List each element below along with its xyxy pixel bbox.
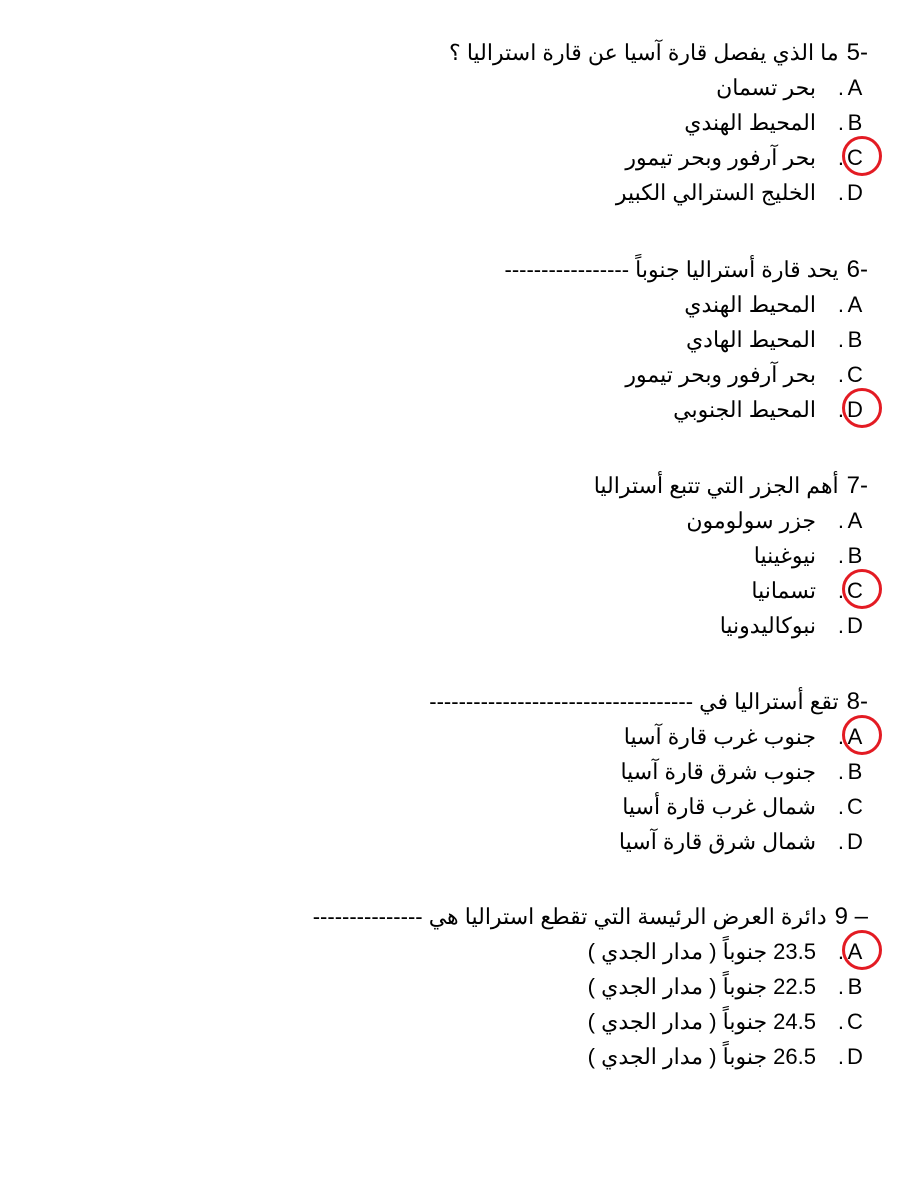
question-7: [8, 469, 868, 643]
option-letter: A: [847, 292, 863, 317]
option-letter: A: [847, 75, 863, 100]
option-marker: D .: [822, 392, 868, 427]
option-text: بحر آرفور وبحر تيمور: [625, 145, 816, 170]
option-letter: D: [847, 613, 863, 638]
option-c[interactable]: [8, 573, 868, 608]
option-text: بحر تسمان: [716, 75, 816, 100]
option-letter: D: [847, 1044, 863, 1069]
option-marker: D .: [822, 1039, 868, 1074]
option-text: تسمانيا: [751, 578, 816, 603]
option-text: الخليج السترالي الكبير: [615, 180, 816, 205]
option-letter: D: [847, 180, 863, 205]
question-6: [8, 253, 868, 427]
question-text: ما الذي يفصل قارة آسيا عن قارة استراليا ؟: [449, 40, 839, 65]
option-text: جنوب شرق قارة آسيا: [620, 759, 816, 784]
option-d[interactable]: [8, 608, 868, 643]
question-text: تقع أستراليا في ------------------------------------: [429, 689, 839, 714]
answer-circle-marker: [842, 930, 882, 970]
option-a[interactable]: [8, 287, 868, 322]
option-c[interactable]: [8, 357, 868, 392]
option-marker: B .: [822, 322, 868, 357]
option-marker: C .: [822, 573, 868, 608]
question-text: دائرة العرض الرئيسة التي تقطع استراليا هي ---------------: [312, 904, 827, 929]
option-marker: A .: [822, 719, 868, 754]
option-marker: B .: [822, 969, 868, 1004]
option-letter: A: [847, 939, 863, 964]
option-text: شمال شرق قارة آسيا: [618, 829, 816, 854]
option-b[interactable]: [8, 538, 868, 573]
question-8: [8, 685, 868, 859]
option-text: 26.5 جنوباً ( مدار الجدي ): [587, 1044, 816, 1069]
option-letter: B: [847, 974, 863, 999]
question-5: [8, 36, 868, 210]
option-letter: A: [847, 508, 863, 533]
option-b[interactable]: [8, 969, 868, 1004]
option-marker: C .: [822, 789, 868, 824]
question-text: يحد قارة أستراليا جنوباً -----------------: [504, 257, 839, 282]
option-marker: A .: [822, 70, 868, 105]
option-marker: D .: [822, 608, 868, 643]
option-b[interactable]: [8, 105, 868, 140]
question-number: 6-: [846, 256, 868, 283]
option-d[interactable]: [8, 824, 868, 859]
option-letter: B: [847, 327, 863, 352]
option-text: المحيط الهادي: [685, 327, 816, 352]
option-marker: A .: [822, 503, 868, 538]
option-a[interactable]: [8, 719, 868, 754]
answer-circle-marker: [842, 388, 882, 428]
option-b[interactable]: [8, 754, 868, 789]
question-number: 8-: [846, 688, 868, 715]
option-letter: C: [847, 1009, 863, 1034]
option-letter: B: [847, 110, 863, 135]
option-marker: A .: [822, 287, 868, 322]
option-letter: B: [847, 759, 863, 784]
question-text: أهم الجزر التي تتبع أستراليا: [593, 473, 839, 498]
option-marker: A .: [822, 934, 868, 969]
option-letter: C: [847, 145, 863, 170]
question-number: 5-: [846, 39, 868, 66]
option-letter: A: [847, 724, 863, 749]
question-number: 9 –: [834, 903, 868, 930]
option-text: 23.5 جنوباً ( مدار الجدي ): [587, 939, 816, 964]
answer-circle-marker: [842, 136, 882, 176]
option-d[interactable]: [8, 175, 868, 210]
option-text: نيوغينيا: [753, 543, 816, 568]
option-text: بحر آرفور وبحر تيمور: [625, 362, 816, 387]
option-text: المحيط الهندي: [684, 110, 816, 135]
option-marker: B .: [822, 105, 868, 140]
option-text: شمال غرب قارة أسيا: [622, 794, 816, 819]
option-text: المحيط الهندي: [684, 292, 816, 317]
option-text: نبوكاليدونيا: [719, 613, 816, 638]
answer-circle-marker: [842, 569, 882, 609]
option-a[interactable]: [8, 503, 868, 538]
question-title: [8, 253, 868, 287]
option-letter: C: [847, 794, 863, 819]
option-text: المحيط الجنوبي: [673, 397, 816, 422]
question-9: [8, 900, 868, 1074]
option-d[interactable]: [8, 1039, 868, 1074]
option-letter: C: [847, 578, 863, 603]
option-marker: D .: [822, 824, 868, 859]
option-marker: B .: [822, 754, 868, 789]
option-text: جنوب غرب قارة آسيا: [623, 724, 816, 749]
option-b[interactable]: [8, 322, 868, 357]
option-text: 24.5 جنوباً ( مدار الجدي ): [587, 1009, 816, 1034]
option-marker: C .: [822, 357, 868, 392]
option-marker: C .: [822, 140, 868, 175]
option-letter: C: [847, 362, 863, 387]
option-c[interactable]: [8, 789, 868, 824]
option-c[interactable]: [8, 1004, 868, 1039]
option-marker: C .: [822, 1004, 868, 1039]
answer-circle-marker: [842, 715, 882, 755]
option-letter: D: [847, 397, 863, 422]
option-d[interactable]: [8, 392, 868, 427]
option-a[interactable]: [8, 934, 868, 969]
option-marker: D .: [822, 175, 868, 210]
option-letter: B: [847, 543, 863, 568]
option-c[interactable]: [8, 140, 868, 175]
option-letter: D: [847, 829, 863, 854]
option-a[interactable]: [8, 70, 868, 105]
question-title: [8, 900, 868, 934]
option-text: 22.5 جنوباً ( مدار الجدي ): [587, 974, 816, 999]
question-title: [8, 36, 868, 70]
option-text: جزر سولومون: [686, 508, 816, 533]
question-title: [8, 469, 868, 503]
option-marker: B .: [822, 538, 868, 573]
question-title: [8, 685, 868, 719]
question-number: 7-: [846, 472, 868, 499]
